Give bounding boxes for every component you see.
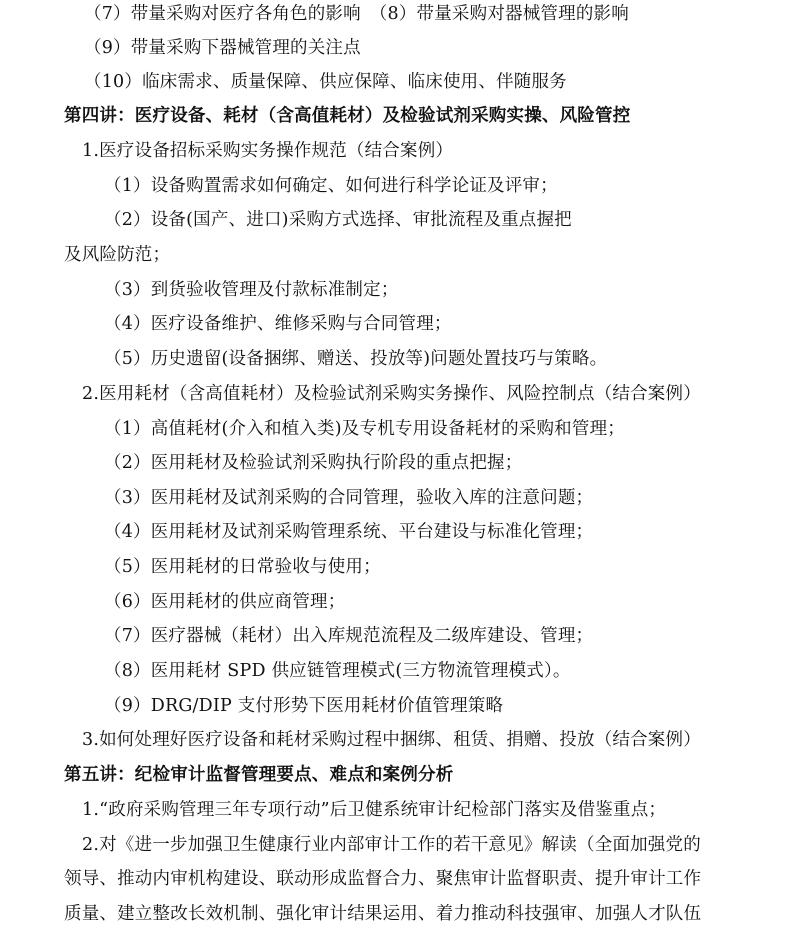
list-item: （6）医用耗材的供应商管理；	[104, 592, 346, 612]
list-item: （1）高值耗材(介入和植入类)及专机专用设备耗材的采购和管理；	[104, 419, 625, 439]
paragraph-item-2: 2.对《进一步加强卫生健康行业内部审计工作的若干意见》解读（全面加强党的	[82, 835, 701, 855]
list-item: （7）医疗器械（耗材）出入库规范流程及二级库建设、管理；	[104, 626, 594, 646]
list-item-10: （10）临床需求、质量保障、供应保障、临床使用、伴随服务	[84, 72, 567, 92]
list-item: （3）医用耗材及试剂采购的合同管理，验收入库的注意问题；	[104, 488, 594, 508]
list-item: （1）设备购置需求如何确定、如何进行科学论证及评审；	[104, 176, 558, 196]
subsection-3-title: 3.如何处理好医疗设备和耗材采购过程中捆绑、租赁、捐赠、投放（结合案例）	[82, 730, 701, 750]
list-item: （4）医疗设备维护、维修采购与合同管理；	[104, 314, 452, 334]
section-heading-lecture-4: 第四讲：医疗设备、耗材（含高值耗材）及检验试剂采购实操、风险管控	[64, 106, 631, 126]
section-heading-lecture-5: 第五讲：纪检审计监督管理要点、难点和案例分析	[64, 765, 454, 785]
list-item: （3）到货验收管理及付款标准制定；	[104, 280, 399, 300]
list-item-7-8: （7）带量采购对医疗各角色的影响 （8）带量采购对器械管理的影响	[84, 4, 629, 24]
list-item-9: （9）带量采购下器械管理的关注点	[84, 38, 361, 58]
paragraph-continuation: 质量、建立整改长效机制、强化审计结果运用、着力推动科技强审、加强人才队伍	[64, 904, 702, 924]
list-item: （9）DRG/DIP 支付形势下医用耗材价值管理策略	[104, 696, 504, 716]
list-item: （2）设备(国产、进口)采购方式选择、审批流程及重点握把	[104, 210, 572, 230]
list-item: （2）医用耗材及检验试剂采购执行阶段的重点把握；	[104, 453, 523, 473]
subsection-2-title: 2.医用耗材（含高值耗材）及检验试剂采购实务操作、风险控制点（结合案例）	[82, 384, 701, 404]
list-item-continuation: 及风险防范；	[64, 245, 171, 265]
list-item: （8）医用耗材 SPD 供应链管理模式(三方物流管理模式）。	[104, 661, 571, 681]
list-item: （5）历史遗留(设备捆绑、赠送、投放等)问题处置技巧与策略。	[104, 349, 608, 369]
list-item: （5）医用耗材的日常验收与使用；	[104, 557, 381, 577]
paragraph-item-1: 1.“政府采购管理三年专项行动”后卫健系统审计纪检部门落实及借鉴重点；	[82, 800, 667, 820]
list-item: （4）医用耗材及试剂采购管理系统、平台建设与标准化管理；	[104, 522, 594, 542]
subsection-1-title: 1.医疗设备招标采购实务操作规范（结合案例）	[82, 141, 454, 161]
paragraph-continuation: 领导、推动内审机构建设、联动形成监督合力、聚焦审计监督职责、提升审计工作	[64, 869, 702, 889]
